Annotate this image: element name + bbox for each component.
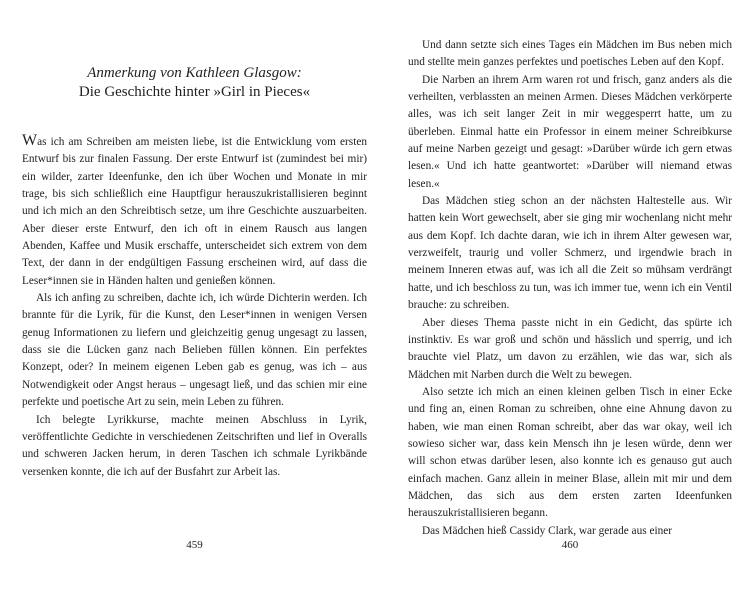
left-body-text (22, 132, 367, 481)
page-number-left: 459 (186, 539, 203, 551)
paragraph: Ich belegte Lyrikkurse, machte meinen Abschluss in Lyrik, veröffentlichte Gedichte in verschiedenen Zeitschriften und lief in Overalls und schweren Jacken herum, in deren Taschen ich schmale Lyrikbände versenken konnte, die ich auf der Busfahrt zur Arbeit las. (22, 413, 367, 478)
right-page (408, 0, 753, 600)
page-number-right: 460 (561, 539, 579, 551)
left-page (22, 0, 367, 600)
right-body-text (408, 37, 732, 540)
paragraph (22, 132, 367, 290)
initial-letter: W (22, 132, 38, 149)
author-note-heading: Anmerkung von Kathleen Glasgow: (87, 65, 302, 81)
chapter-title: Die Geschichte hinter »Girl in Pieces« (78, 84, 311, 100)
chapter-heading (22, 64, 367, 102)
paragraph: Die Narben an ihrem Arm waren rot und frisch, ganz anders als die verheilten, verblassten an meinen Armen. Dieses Mädchen verkörperte alles, was ich seit langer Zeit in mir weggesperrt hatte, um zu überleben. Einmal hatte ein Professor in einem meiner Schreibkurse auf meine Narben gezeigt und gesagt: »Darüber würde ich gern etwas lesen.« Und ich hatte geantwortet: »Darüber will niemand etwas lesen.« (408, 73, 732, 190)
paragraph: Als ich anfing zu schreiben, dachte ich, ich würde Dichterin werden. Ich brannte für die Lyrik, für die Kunst, den Leser*innen in wenigen Versen genug Informationen zu liefern und gleichzeitig genug ungesagt zu lassen, dass sie die Lücken ganz nach Belieben füllen können. Ein perfektes Konzept, oder? In meinem eigenen Leben gab es genug, was ich – aus Notwendigkeit oder Angst heraus – ungesagt ließ, und das schien mir eine perfekte und poetische Art zu sein, mein Leben zu führen. (22, 292, 367, 409)
paragraph: Das Mädchen stieg schon an der nächsten Haltestelle aus. Wir hatten kein Wort gewechselt, aber sie ging mir wochenlang nicht mehr aus dem Kopf. Ich dachte daran, wie ich in ihrem Alter gewesen war, verzweifelt, traurig und voller Schmerz, und irgendwie brach in meinem Inneren etwas auf, was ich all die Zeit so mühsam verdrängt hatte, und ich beschloss zu tun, was ich immer tue, wenn ich ein Ventil brauche: zu schreiben. (408, 195, 732, 312)
paragraph-text: as ich am Schreiben am meisten liebe, ist die Entwicklung vom ersten Entwurf bis zur finalen Fassung. Der erste Entwurf ist (zumindest bei mir) ein wilder, zarter Ideenfunke, den ich über Wochen und Monate in mir trage, bis sich schließlich eine Hauptfigur herauszukristallisieren beginnt und ich mich an den Schreibtisch setze, um ihre Geschichte auszuarbeiten. Aber dieser erste Entwurf, den ich oft in einem Rausch aus langen Abenden, Kaffee und Musik erschaffe, unterscheidet sich extrem von dem Text, der dann in der endgültigen Fassung erscheinen wird, auf dass die Leser*innen sie in Händen halten und genießen können. (22, 136, 367, 287)
paragraph: Aber dieses Thema passte nicht in ein Gedicht, das spürte ich instinktiv. Es war groß und schön und hässlich und sperrig, und ich brauchte viel Platz, um davon zu erzählen, wie das war, sich als Mädchen mit Narben durch die Welt zu bewegen. (408, 316, 732, 381)
paragraph: Und dann setzte sich eines Tages ein Mädchen im Bus neben mich und stellte mein ganzes perfektes und poetisches Leben auf den Kopf. (408, 39, 732, 69)
paragraph: Also setzte ich mich an einen kleinen gelben Tisch in einer Ecke und fing an, einen Roman zu schreiben, ohne eine Ahnung davon zu haben, wie man einen Roman schreibt, aber das war okay, weil ich sowieso sicher war, dass kein Mensch ihn je lesen würde, denn wer will schon etwas darüber lesen, also konnte ich es genauso gut auch einfach machen. Ganz allein in meiner Blase, allein mit mir und dem Mädchen, das sich aus dem ersten zarten Ideenfunken herauszukristallisieren begann. (408, 385, 732, 520)
paragraph: Das Mädchen hieß Cassidy Clark, war gerade aus einer (422, 524, 673, 537)
